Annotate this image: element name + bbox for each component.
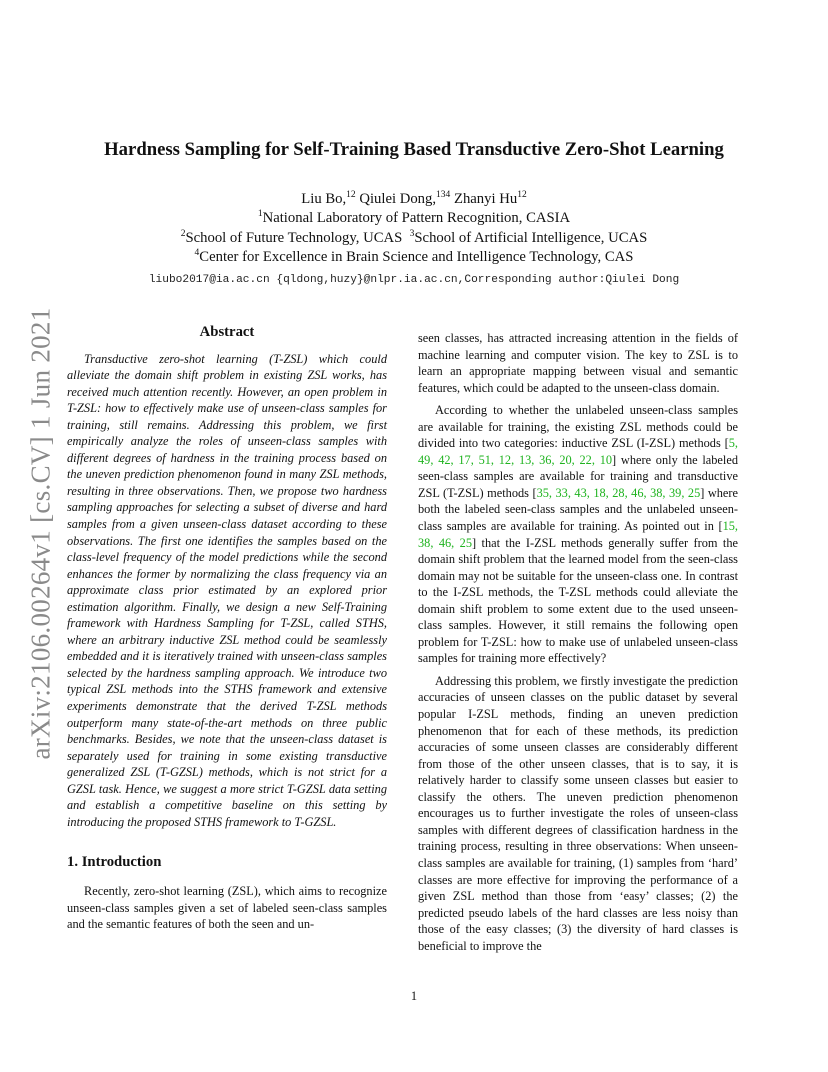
page-number: 1 <box>410 989 418 1003</box>
paper-title: Hardness Sampling for Self-Training Based Transductive Zero-Shot Learning <box>104 139 724 160</box>
citation-link[interactable]: 35, 33, 43, 18, 28, 46, 38, 39, 25 <box>536 485 701 500</box>
arxiv-identifier-stamp <box>16 298 66 768</box>
intro-paragraph-1-continued: seen classes, has attracted increasing attention in the fields of machine learning and computer vision. The key to ZSL is to learn an appropriate mapping between visual and semantic features, which could be adapted to the unseen-class domain. <box>418 331 738 395</box>
affiliation-text: Center for Excellence in Brain Science and Intelligence Technology, CAS <box>199 248 634 265</box>
affiliation-text: School of Artificial Intelligence, UCAS <box>414 229 648 246</box>
left-column <box>67 324 387 933</box>
author-name: Qiulei Dong, <box>355 191 437 207</box>
affiliation-text: School of Future Technology, UCAS <box>185 229 403 246</box>
affiliation-line <box>60 229 768 248</box>
arxiv-identifier-text: arXiv:2106.00264v1 [cs.CV] 1 Jun 2021 <box>25 306 56 760</box>
paragraph-text: ] where both the labeled seen-class samples and the unlabeled unseen-class samples are available for training. As pointed out in [ <box>418 485 739 534</box>
author-affiliation-mark: 12 <box>517 190 527 200</box>
abstract-text: Transductive zero-shot learning (T-ZSL) which could alleviate the domain shift problem in existing ZSL works, has received much attention recently. However, an open problem in T-ZSL: how to effectively make use of unseen-class samples for training, still remains. Addressing this problem, we first empirically analyze the roles of unseen-class samples with different degrees of hardness in the training process based on the uneven prediction phenomenon found in many ZSL methods, resulting in three observations. Then, we propose two hardness sampling approaches for selecting a subset of diverse and hard samples from a given unseen-class dataset according to these observations. The first one identifies the samples based on the class-level frequency of the model predictions while the second enhances the former by normalizing the class frequency via an approximate class prior estimated by an explored prior estimation algorithm. Finally, we design a new Self-Training framework with Hardness Sampling for T-ZSL, called STHS, where an arbitrary inductive ZSL method could be seamlessly embedded and it is iteratively trained with unseen-class samples selected by the hardness sampling approach. We introduce two typical ZSL methods into the STHS framework and extensive experiments demonstrate that the derived T-ZSL methods outperform many state-of-the-art methods on three public benchmarks. Besides, we note that the unseen-class dataset is separately used for training in some existing transductive generalized ZSL (T-GZSL) methods, which is not strict for a GZSL task. Hence, we suggest a more strict T-GZSL data setting and establish a competitive baseline on this setting by introducing the proposed STHS framework to T-GZSL. <box>67 351 387 829</box>
author-name: Zhanyi Hu <box>450 191 518 207</box>
author-affiliation-mark: 12 <box>346 190 356 200</box>
abstract-heading: Abstract <box>199 324 255 340</box>
citation-link[interactable]: 15, 38, 46, 25 <box>418 519 738 550</box>
affiliation-mark: 3 <box>409 228 415 239</box>
affiliation-mark: 1 <box>257 209 263 220</box>
right-column <box>418 330 738 954</box>
affiliation-line <box>60 248 768 267</box>
affiliation-mark: 4 <box>194 247 200 258</box>
intro-paragraph-1: Recently, zero-shot learning (ZSL), which aims to recognize unseen-class samples given a set of labeled seen-class samples and the semantic features of both the seen and un- <box>67 883 387 932</box>
author-emails: liubo2017@ia.ac.cn {qldong,huzy}@nlpr.ia.ac.cn,Corresponding author:Qiulei Dong <box>148 274 680 286</box>
author-name: Liu Bo, <box>301 191 347 207</box>
author-block <box>60 190 768 267</box>
citation-link[interactable]: 5, 49, 42, 17, 51, 12, 13, 36, 20, 22, 10 <box>418 436 738 467</box>
introduction-heading: 1. Introduction <box>67 854 162 871</box>
affiliation-mark: 2 <box>180 228 186 239</box>
intro-paragraph-3: Addressing this problem, we firstly investigate the prediction accuracies of unseen classes on the public dataset by several popular I-ZSL methods, finding an uneven prediction phenomenon that for each of these methods, its prediction accuracies of some unseen classes are considerably different from those of the other unseen classes, that is to say, it is relatively harder to classify some unseen classes but easier to classify the others. The uneven prediction phenomenon encourages us to further investigate the roles of unseen-class samples with different degrees of classification hardness in the training process, resulting in three observations: When unseen-class samples are available for training, (1) samples from ‘hard’ classes are more effective for improving the performance of a given ZSL method than those from ‘easy’ classes; (2) the predicted pseudo labels of the hard classes are less noisy than those of the easy classes; (3) the diversity of hard classes is beneficial to improve the <box>418 673 738 953</box>
paragraph-text: ] where only the labeled seen-class samples are available for training and transductive ZSL (T-ZSL) methods [ <box>418 452 738 500</box>
affiliation-text: National Laboratory of Pattern Recognition, CASIA <box>262 210 571 227</box>
paragraph-text: ] that the I-ZSL methods generally suffer from the domain shift problem that the learned model from the seen-class domain may not be suitable for the unseen-class one. In contrast to the I-ZSL methods, the T-ZSL methods could alleviate the domain shift problem to some extent due to the used unseen-class samples. However, it still remains the following open problem for T-ZSL: how to make use of unlabeled unseen-class samples for training more effectively? <box>418 535 739 666</box>
author-affiliation-mark: 134 <box>436 190 451 200</box>
author-line <box>60 190 768 209</box>
affiliation-line <box>60 209 768 228</box>
intro-paragraph-2 <box>418 402 738 667</box>
paragraph-text: According to whether the unlabeled unseen-class samples are available for training, the existing ZSL methods could be divided into two categories: inductive ZSL (I-ZSL) methods [ <box>418 403 738 451</box>
